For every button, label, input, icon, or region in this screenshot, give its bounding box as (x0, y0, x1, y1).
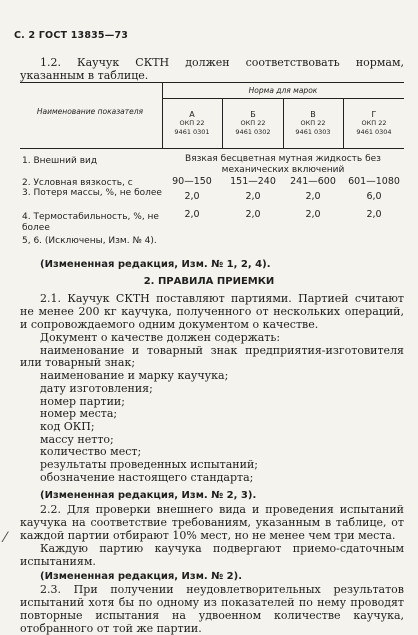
table-cell: 2,0 (184, 209, 200, 220)
grade-code: 9461 0304 (356, 128, 392, 136)
doc-item: дату изготовления; (40, 381, 153, 395)
grade-b (223, 110, 283, 137)
intro-paragraph: 1.2. Каучук СКТН должен соответствовать нормам, указанным в таблице. (20, 56, 404, 82)
doc-item: обозначение настоящего стандарта; (40, 470, 254, 484)
table-cell: 6,0 (366, 191, 382, 202)
doc-item: номер места; (40, 407, 118, 421)
paragraph-2-3: 2.3. При получении неудовлетворительных результатов испытаний хотя бы по одному из показателей по нему проводят повторные испытания на удвоенном количестве каучука, отобранного от той же партии. (20, 583, 404, 635)
doc-item: код ОКП; (40, 419, 95, 433)
edit-note-1: (Измененная редакция, Изм. № 1, 2, 4). (40, 259, 271, 270)
grade-name: Г (371, 110, 377, 119)
grade-name: В (310, 110, 316, 119)
doc-item: наименование и товарный знак предприятия-изготовителя или товарный знак; (20, 343, 404, 370)
table-row-label: 5, 6. (Исключены, Изм. № 4). (22, 236, 157, 246)
doc-item: количество мест; (40, 445, 142, 459)
table-row-label: 2. Условная вязкость, с (22, 178, 133, 188)
edit-note-3: (Измененная редакция, Изм. № 2). (40, 571, 243, 582)
doc-item: номер партии; (40, 394, 125, 408)
table-cell: 2,0 (305, 191, 321, 202)
table-col1-header: Наименование показателя (36, 107, 144, 116)
table-cell: 90—150 (172, 176, 212, 187)
grade-code: ОКП 22 (361, 119, 387, 127)
edit-note-2: (Измененная редакция, Изм. № 2, 3). (40, 490, 257, 501)
table-cell: 2,0 (184, 191, 200, 202)
table-cell: 2,0 (245, 191, 261, 202)
doc-item: наименование и марку каучука; (40, 369, 229, 383)
table-cell: 2,0 (305, 209, 321, 220)
doc-item: массу нетто; (40, 432, 114, 446)
grade-name: Б (250, 110, 256, 119)
grade-g (344, 110, 404, 137)
section-title: 2. ПРАВИЛА ПРИЕМКИ (143, 276, 275, 287)
table-cell: 241—600 (290, 176, 336, 187)
grade-code: 9461 0302 (235, 128, 271, 136)
page-header: С. 2 ГОСТ 13835—73 (14, 30, 129, 41)
paragraph-2-1: 2.1. Каучук СКТН поставляют партиями. Партией считают не менее 200 кг каучука, полученного от нескольких операций, и сопровождаемого одним документом о качестве. (20, 292, 404, 331)
table-header-rule (20, 148, 404, 149)
table-top-rule (20, 82, 404, 83)
table-cell: 2,0 (245, 209, 261, 220)
margin-mark: ⁄ (4, 530, 7, 546)
paragraph-2-2-acceptance: Каждую партию каучука подвергают приемо-сдаточным испытаниям. (20, 542, 404, 568)
table-merged-cell: Вязкая бесцветная мутная жидкость без механических включений (185, 154, 381, 175)
grade-name: А (189, 110, 195, 119)
grade-code: ОКП 22 (179, 119, 205, 127)
grade-code: ОКП 22 (240, 119, 266, 127)
paragraph-2-2: 2.2. Для проверки внешнего вида и проведения испытаний каучука на соответствие требованиям, указанным в таблице, от каждой партии отбирают 10% мест, но не менее чем три места. (20, 503, 404, 542)
doc-item: результаты проведенных испытаний; (40, 458, 259, 472)
table-row-label: 4. Термостабильность, %, не более (22, 212, 159, 233)
table-row-label: 1. Внешний вид (22, 156, 98, 166)
grade-code: 9461 0303 (295, 128, 331, 136)
grade-code: ОКП 22 (300, 119, 326, 127)
table-row-label: 3. Потеря массы, %, не более (22, 188, 162, 198)
grade-v (283, 110, 343, 137)
table-cell: 2,0 (366, 209, 382, 220)
grade-code: 9461 0301 (174, 128, 210, 136)
doc-intro: Документ о качестве должен содержать: (40, 331, 281, 344)
table-norm-header: Норма для марок (248, 86, 318, 95)
table-cell: 151—240 (230, 176, 276, 187)
grade-a (162, 110, 222, 137)
table-cell: 601—1080 (348, 176, 400, 187)
doc-requirements (20, 332, 404, 484)
